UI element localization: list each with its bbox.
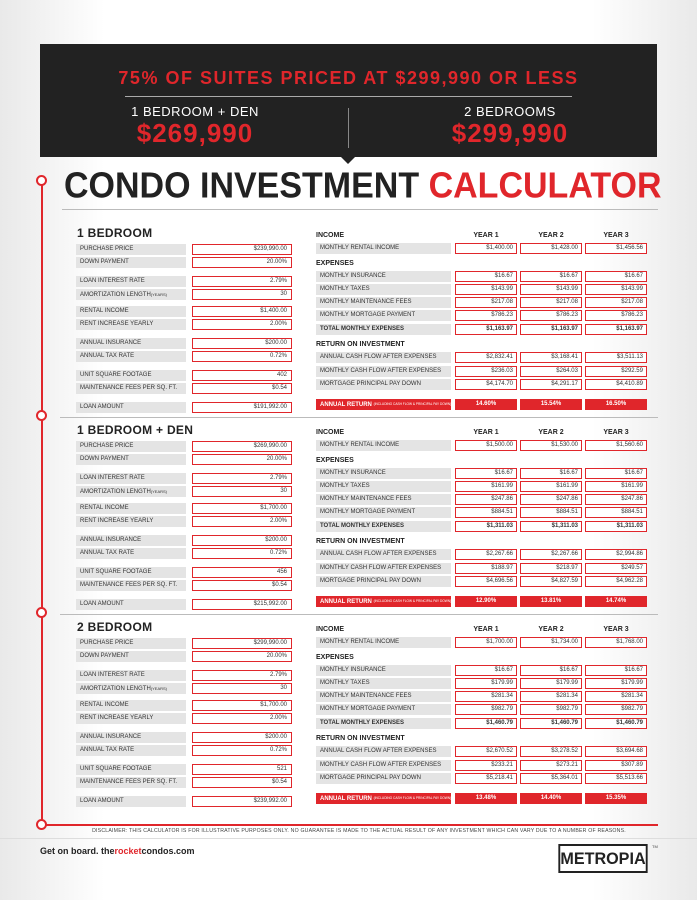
param-label-maint-per-sqft [76, 580, 186, 591]
param-label-rental-income [76, 700, 186, 711]
param-label-purchase-price [76, 441, 186, 452]
param-input-down-payment[interactable]: 20.00% [192, 257, 292, 268]
value-cell[interactable]: $4,827.59 [520, 576, 582, 587]
expenses-header: EXPENSES [316, 654, 354, 661]
param-input-amortization[interactable]: 30 [192, 486, 292, 497]
param-label-text: RENT INCREASE YEARLY [80, 715, 154, 721]
roi-header: RETURN ON INVESTMENT [316, 735, 405, 742]
param-label-text: ANNUAL INSURANCE [80, 340, 142, 346]
value-cell[interactable]: $217.08 [585, 297, 647, 308]
banner-headline: 75% OF SUITES PRICED AT $299,990 OR LESS [118, 68, 579, 88]
value-cell[interactable]: $982.79 [585, 704, 647, 715]
value-cell[interactable]: $1,163.97 [455, 324, 517, 335]
value-cell[interactable]: $2,832.41 [455, 352, 517, 363]
param-label-loan-amount [76, 402, 186, 413]
value-cell[interactable]: $179.99 [585, 678, 647, 689]
value-cell[interactable]: $1,560.60 [585, 440, 647, 451]
value-cell[interactable]: $143.99 [520, 284, 582, 295]
row-label-monthly-insurance: MONTHLY INSURANCE [316, 665, 451, 676]
year-header: YEAR 2 [538, 429, 564, 436]
param-input-loan-amount[interactable]: $191,992.00 [192, 402, 292, 413]
timeline-bottom-line [41, 824, 658, 826]
page-title [64, 165, 662, 207]
value-cell[interactable]: $281.34 [520, 691, 582, 702]
value-cell[interactable]: $1,311.03 [520, 521, 582, 532]
param-label-text: ANNUAL TAX RATE [80, 353, 135, 359]
param-label-text: LOAN AMOUNT [80, 601, 124, 607]
value-cell[interactable]: $179.99 [455, 678, 517, 689]
param-input-loan-interest-rate[interactable]: 2.79% [192, 670, 292, 681]
param-label-text: RENTAL INCOME [80, 308, 129, 314]
value-cell[interactable]: $143.99 [455, 284, 517, 295]
row-label-monthly-maintenance: MONTHLY MAINTENANCE FEES [316, 691, 451, 702]
param-input-unit-sqft[interactable]: 456 [192, 567, 292, 578]
annual-return-label [316, 596, 451, 607]
param-label-rent-increase [76, 516, 186, 527]
row-label-monthly-cash-flow: MONTHLY CASH FLOW AFTER EXPENSES [316, 563, 451, 574]
year-header: YEAR 3 [603, 232, 629, 239]
param-input-purchase-price[interactable]: $269,990.00 [192, 441, 292, 452]
row-label-monthly-taxes: MONTHLY TAXES [316, 284, 451, 295]
param-label-text: RENTAL INCOME [80, 505, 129, 511]
footer-rule [0, 838, 697, 839]
disclaimer: DISCLAIMER: THIS CALCULATOR IS FOR ILLUSTRATIVE PURPOSES ONLY. NO GUARANTEE IS MADE TO THE ACTUAL RESULT OF ANY INVESTMENT WHICH CAN VARY DUE TO A NUMBER OF REASONS. [92, 828, 626, 834]
param-label-text: MAINTENANCE FEES PER SQ. FT. [80, 385, 178, 391]
year-header: YEAR 3 [603, 429, 629, 436]
value-cell[interactable]: $884.51 [585, 507, 647, 518]
param-input-maint-per-sqft[interactable]: $0.54 [192, 777, 292, 788]
param-input-purchase-price[interactable]: $299,990.00 [192, 638, 292, 649]
value-cell[interactable]: $3,278.52 [520, 746, 582, 757]
value-cell[interactable]: $2,267.66 [520, 549, 582, 560]
value-cell[interactable]: $1,163.97 [520, 324, 582, 335]
param-label-text: LOAN INTEREST RATE [80, 278, 145, 284]
annual-return-cell: 14.74% [585, 596, 647, 607]
annual-return-text: ANNUAL RETURN [320, 599, 372, 605]
param-input-maint-per-sqft[interactable]: $0.54 [192, 580, 292, 591]
row-label-monthly-maintenance: MONTHLY MAINTENANCE FEES [316, 297, 451, 308]
param-label-purchase-price [76, 244, 186, 255]
expenses-header: EXPENSES [316, 457, 354, 464]
price-banner [40, 44, 657, 157]
expenses-header: EXPENSES [316, 260, 354, 267]
annual-return-text: ANNUAL RETURN [320, 402, 372, 408]
year-header: YEAR 3 [603, 626, 629, 633]
param-label-unit: (YEARS) [150, 686, 168, 691]
param-label-text: DOWN PAYMENT [80, 456, 129, 462]
row-label-total-expenses: TOTAL MONTHLY EXPENSES [316, 324, 451, 335]
value-cell[interactable]: $982.79 [520, 704, 582, 715]
param-label-down-payment [76, 454, 186, 465]
param-label-rent-increase [76, 713, 186, 724]
row-label-monthly-mortgage: MONTHLY MORTGAGE PAYMENT [316, 310, 451, 321]
value-cell[interactable]: $188.97 [455, 563, 517, 574]
param-label-text: DOWN PAYMENT [80, 259, 129, 265]
param-label-text: PURCHASE PRICE [80, 246, 134, 252]
annual-return-note: (INCLUDING CASH FLOW & PRINCIPAL PAY DOWN) [373, 599, 452, 603]
param-input-annual-tax-rate[interactable]: 0.72% [192, 351, 292, 362]
param-label-down-payment [76, 651, 186, 662]
value-cell[interactable]: $786.23 [455, 310, 517, 321]
value-cell[interactable]: $4,696.56 [455, 576, 517, 587]
income-header: INCOME [316, 626, 344, 633]
row-label-monthly-mortgage: MONTHLY MORTGAGE PAYMENT [316, 704, 451, 715]
value-cell[interactable]: $1,311.03 [585, 521, 647, 532]
annual-return-cell: 14.60% [455, 399, 517, 410]
annual-return-label [316, 793, 451, 804]
param-label-text: ANNUAL TAX RATE [80, 550, 135, 556]
income-header: INCOME [316, 232, 344, 239]
metropia-logo: METROPIA [558, 844, 647, 873]
param-input-rental-income[interactable]: $1,400.00 [192, 306, 292, 317]
year-header: YEAR 1 [473, 626, 499, 633]
row-label-principal-paydown: MORTGAGE PRINCIPAL PAY DOWN [316, 576, 451, 587]
section-separator [60, 614, 658, 615]
row-label-monthly-insurance: MONTHLY INSURANCE [316, 468, 451, 479]
tagline [40, 846, 195, 856]
param-input-amortization[interactable]: 30 [192, 289, 292, 300]
row-label-monthly-rental-income: MONTHLY RENTAL INCOME [316, 243, 451, 254]
param-input-amortization[interactable]: 30 [192, 683, 292, 694]
value-cell[interactable]: $1,734.00 [520, 637, 582, 648]
value-cell[interactable]: $982.79 [455, 704, 517, 715]
section-title: 1 BEDROOM [77, 226, 153, 240]
annual-return-text: ANNUAL RETURN [320, 796, 372, 802]
value-cell[interactable]: $2,670.52 [455, 746, 517, 757]
value-cell[interactable]: $161.99 [520, 481, 582, 492]
value-cell[interactable]: $292.59 [585, 366, 647, 377]
param-input-down-payment[interactable]: 20.00% [192, 454, 292, 465]
value-cell[interactable]: $307.89 [585, 760, 647, 771]
param-label-text: LOAN AMOUNT [80, 404, 124, 410]
year-header: YEAR 2 [538, 626, 564, 633]
param-input-rental-income[interactable]: $1,700.00 [192, 503, 292, 514]
param-label-loan-interest-rate [76, 473, 186, 484]
row-label-monthly-mortgage: MONTHLY MORTGAGE PAYMENT [316, 507, 451, 518]
value-cell[interactable]: $884.51 [455, 507, 517, 518]
value-cell[interactable]: $1,460.79 [455, 718, 517, 729]
banner-left-label: 1 BEDROOM + DEN [131, 104, 259, 119]
value-cell[interactable]: $218.97 [520, 563, 582, 574]
param-label-text: DOWN PAYMENT [80, 653, 129, 659]
param-label-text: PURCHASE PRICE [80, 640, 134, 646]
timeline-dot [36, 175, 47, 186]
value-cell[interactable]: $3,168.41 [520, 352, 582, 363]
value-cell[interactable]: $3,694.68 [585, 746, 647, 757]
roi-header: RETURN ON INVESTMENT [316, 538, 405, 545]
param-input-annual-insurance[interactable]: $200.00 [192, 732, 292, 743]
section-title: 1 BEDROOM + DEN [77, 423, 194, 437]
param-label-maint-per-sqft [76, 777, 186, 788]
value-cell[interactable]: $217.08 [520, 297, 582, 308]
param-input-annual-tax-rate[interactable]: 0.72% [192, 548, 292, 559]
value-cell[interactable]: $2,994.86 [585, 549, 647, 560]
param-input-annual-insurance[interactable]: $200.00 [192, 535, 292, 546]
param-input-down-payment[interactable]: 20.00% [192, 651, 292, 662]
param-label-loan-amount [76, 796, 186, 807]
section-separator [60, 417, 658, 418]
annual-return-cell: 13.48% [455, 793, 517, 804]
banner-divider [348, 108, 349, 148]
param-label-maint-per-sqft [76, 383, 186, 394]
param-label-unit-sqft [76, 370, 186, 381]
value-cell[interactable]: $16.67 [455, 468, 517, 479]
param-label-unit: (YEARS) [150, 489, 168, 494]
value-cell[interactable]: $143.99 [585, 284, 647, 295]
param-label-text: AMORTIZATION LENGTH [80, 292, 151, 298]
annual-return-cell: 12.90% [455, 596, 517, 607]
param-label-text: AMORTIZATION LENGTH [80, 489, 151, 495]
param-input-purchase-price[interactable]: $239,990.00 [192, 244, 292, 255]
param-label-annual-tax-rate [76, 548, 186, 559]
param-label-text: LOAN AMOUNT [80, 798, 124, 804]
title-part-1: CONDO INVESTMENT [64, 166, 429, 206]
param-label-rental-income [76, 503, 186, 514]
param-input-annual-insurance[interactable]: $200.00 [192, 338, 292, 349]
row-label-monthly-taxes: MONTHLY TAXES [316, 481, 451, 492]
value-cell[interactable]: $233.21 [455, 760, 517, 771]
param-label-annual-insurance [76, 535, 186, 546]
param-input-maint-per-sqft[interactable]: $0.54 [192, 383, 292, 394]
param-label-text: LOAN INTEREST RATE [80, 475, 145, 481]
value-cell[interactable]: $1,400.00 [455, 243, 517, 254]
timeline-line [41, 180, 43, 825]
annual-return-cell: 16.50% [585, 399, 647, 410]
value-cell[interactable]: $161.99 [585, 481, 647, 492]
value-cell[interactable]: $236.03 [455, 366, 517, 377]
year-header: YEAR 1 [473, 429, 499, 436]
param-label-text: UNIT SQUARE FOOTAGE [80, 569, 152, 575]
param-input-rent-increase[interactable]: 2.00% [192, 516, 292, 527]
value-cell[interactable]: $161.99 [455, 481, 517, 492]
value-cell[interactable]: $264.03 [520, 366, 582, 377]
value-cell[interactable]: $1,460.79 [585, 718, 647, 729]
annual-return-note: (INCLUDING CASH FLOW & PRINCIPAL PAY DOWN) [373, 796, 452, 800]
param-input-loan-interest-rate[interactable]: 2.79% [192, 473, 292, 484]
annual-return-cell: 13.81% [520, 596, 582, 607]
value-cell[interactable]: $2,267.66 [455, 549, 517, 560]
value-cell[interactable]: $247.86 [520, 494, 582, 505]
value-cell[interactable]: $16.67 [455, 271, 517, 282]
param-input-rent-increase[interactable]: 2.00% [192, 319, 292, 330]
row-label-annual-cash-flow: ANNUAL CASH FLOW AFTER EXPENSES [316, 352, 451, 363]
row-label-monthly-rental-income: MONTHLY RENTAL INCOME [316, 440, 451, 451]
value-cell[interactable]: $3,511.13 [585, 352, 647, 363]
param-label-text: MAINTENANCE FEES PER SQ. FT. [80, 582, 178, 588]
value-cell[interactable]: $1,311.03 [455, 521, 517, 532]
param-label-purchase-price [76, 638, 186, 649]
value-cell[interactable]: $1,163.97 [585, 324, 647, 335]
banner-right-price: $299,990 [451, 118, 569, 148]
calculator-section [60, 423, 658, 613]
annual-return-cell: 15.54% [520, 399, 582, 410]
param-label-text: RENT INCREASE YEARLY [80, 518, 154, 524]
value-cell[interactable]: $1,530.00 [520, 440, 582, 451]
banner-left-price: $269,990 [136, 118, 254, 148]
param-label-text: RENT INCREASE YEARLY [80, 321, 154, 327]
param-label-loan-amount [76, 599, 186, 610]
value-cell[interactable]: $16.67 [585, 665, 647, 676]
timeline-dot [36, 607, 47, 618]
year-header: YEAR 1 [473, 232, 499, 239]
param-label-down-payment [76, 257, 186, 268]
param-label-amortization [76, 486, 186, 497]
param-label-unit-sqft [76, 567, 186, 578]
value-cell[interactable]: $249.57 [585, 563, 647, 574]
param-label-text: UNIT SQUARE FOOTAGE [80, 372, 152, 378]
annual-return-note: (INCLUDING CASH FLOW & PRINCIPAL PAY DOWN) [373, 402, 452, 406]
banner-rule [125, 96, 572, 97]
timeline-dot [36, 410, 47, 421]
value-cell[interactable]: $281.34 [455, 691, 517, 702]
param-label-unit-sqft [76, 764, 186, 775]
row-label-monthly-cash-flow: MONTHLY CASH FLOW AFTER EXPENSES [316, 760, 451, 771]
param-label-annual-insurance [76, 338, 186, 349]
row-label-monthly-maintenance: MONTHLY MAINTENANCE FEES [316, 494, 451, 505]
param-input-annual-tax-rate[interactable]: 0.72% [192, 745, 292, 756]
value-cell[interactable]: $247.86 [585, 494, 647, 505]
param-input-rental-income[interactable]: $1,700.00 [192, 700, 292, 711]
value-cell[interactable]: $4,962.28 [585, 576, 647, 587]
tagline-brand-c[interactable]: condos.com [141, 846, 195, 856]
value-cell[interactable]: $4,174.70 [455, 379, 517, 390]
param-label-annual-insurance [76, 732, 186, 743]
param-label-rent-increase [76, 319, 186, 330]
param-label-unit: (YEARS) [150, 292, 168, 297]
value-cell[interactable]: $4,291.17 [520, 379, 582, 390]
value-cell[interactable]: $786.23 [520, 310, 582, 321]
param-label-text: UNIT SQUARE FOOTAGE [80, 766, 152, 772]
year-header: YEAR 2 [538, 232, 564, 239]
annual-return-label [316, 399, 451, 410]
param-label-rental-income [76, 306, 186, 317]
banner-notch [341, 157, 355, 164]
row-label-annual-cash-flow: ANNUAL CASH FLOW AFTER EXPENSES [316, 549, 451, 560]
param-label-text: MAINTENANCE FEES PER SQ. FT. [80, 779, 178, 785]
tagline-brand-b[interactable]: rocket [114, 846, 142, 856]
param-input-loan-amount[interactable]: $215,992.00 [192, 599, 292, 610]
banner-left [110, 104, 280, 147]
value-cell[interactable]: $16.67 [455, 665, 517, 676]
value-cell[interactable]: $1,500.00 [455, 440, 517, 451]
value-cell[interactable]: $281.34 [585, 691, 647, 702]
param-label-loan-interest-rate [76, 276, 186, 287]
banner-right [420, 104, 600, 147]
calculator-section [60, 226, 658, 416]
title-part-2: CALCULATOR [428, 166, 662, 206]
value-cell[interactable]: $273.21 [520, 760, 582, 771]
param-input-loan-interest-rate[interactable]: 2.79% [192, 276, 292, 287]
tagline-brand-a[interactable]: the [101, 846, 115, 856]
trademark-mark: TM [652, 844, 658, 849]
value-cell[interactable]: $16.67 [585, 468, 647, 479]
value-cell[interactable]: $217.08 [455, 297, 517, 308]
value-cell[interactable]: $16.67 [520, 271, 582, 282]
value-cell[interactable]: $16.67 [520, 665, 582, 676]
value-cell[interactable]: $1,700.00 [455, 637, 517, 648]
value-cell[interactable]: $179.99 [520, 678, 582, 689]
value-cell[interactable]: $5,513.66 [585, 773, 647, 784]
param-label-annual-tax-rate [76, 745, 186, 756]
roi-header: RETURN ON INVESTMENT [316, 341, 405, 348]
param-label-text: PURCHASE PRICE [80, 443, 134, 449]
value-cell[interactable]: $1,460.79 [520, 718, 582, 729]
param-label-text: RENTAL INCOME [80, 702, 129, 708]
row-label-monthly-insurance: MONTHLY INSURANCE [316, 271, 451, 282]
param-label-loan-interest-rate [76, 670, 186, 681]
row-label-total-expenses: TOTAL MONTHLY EXPENSES [316, 718, 451, 729]
banner-right-label: 2 BEDROOMS [464, 104, 556, 119]
calculator-section [60, 620, 658, 810]
title-rule [62, 209, 658, 210]
value-cell[interactable]: $1,428.00 [520, 243, 582, 254]
value-cell[interactable]: $5,218.41 [455, 773, 517, 784]
row-label-principal-paydown: MORTGAGE PRINCIPAL PAY DOWN [316, 379, 451, 390]
row-label-monthly-cash-flow: MONTHLY CASH FLOW AFTER EXPENSES [316, 366, 451, 377]
param-label-text: ANNUAL INSURANCE [80, 734, 142, 740]
annual-return-cell: 15.35% [585, 793, 647, 804]
timeline-dot [36, 819, 47, 830]
value-cell[interactable]: $1,456.56 [585, 243, 647, 254]
value-cell[interactable]: $16.67 [585, 271, 647, 282]
param-label-text: AMORTIZATION LENGTH [80, 686, 151, 692]
param-input-unit-sqft[interactable]: 402 [192, 370, 292, 381]
value-cell[interactable]: $884.51 [520, 507, 582, 518]
value-cell[interactable]: $1,768.00 [585, 637, 647, 648]
row-label-total-expenses: TOTAL MONTHLY EXPENSES [316, 521, 451, 532]
param-label-amortization [76, 289, 186, 300]
value-cell[interactable]: $786.23 [585, 310, 647, 321]
income-header: INCOME [316, 429, 344, 436]
value-cell[interactable]: $16.67 [520, 468, 582, 479]
row-label-monthly-taxes: MONTHLY TAXES [316, 678, 451, 689]
row-label-annual-cash-flow: ANNUAL CASH FLOW AFTER EXPENSES [316, 746, 451, 757]
value-cell[interactable]: $5,364.01 [520, 773, 582, 784]
row-label-principal-paydown: MORTGAGE PRINCIPAL PAY DOWN [316, 773, 451, 784]
param-input-loan-amount[interactable]: $239,992.00 [192, 796, 292, 807]
param-label-annual-tax-rate [76, 351, 186, 362]
tagline-prefix: Get on board. [40, 846, 102, 856]
value-cell[interactable]: $247.86 [455, 494, 517, 505]
param-input-rent-increase[interactable]: 2.00% [192, 713, 292, 724]
param-label-text: LOAN INTEREST RATE [80, 672, 145, 678]
section-title: 2 BEDROOM [77, 620, 153, 634]
param-input-unit-sqft[interactable]: 521 [192, 764, 292, 775]
value-cell[interactable]: $4,410.89 [585, 379, 647, 390]
row-label-monthly-rental-income: MONTHLY RENTAL INCOME [316, 637, 451, 648]
param-label-amortization [76, 683, 186, 694]
param-label-text: ANNUAL TAX RATE [80, 747, 135, 753]
param-label-text: ANNUAL INSURANCE [80, 537, 142, 543]
annual-return-cell: 14.40% [520, 793, 582, 804]
